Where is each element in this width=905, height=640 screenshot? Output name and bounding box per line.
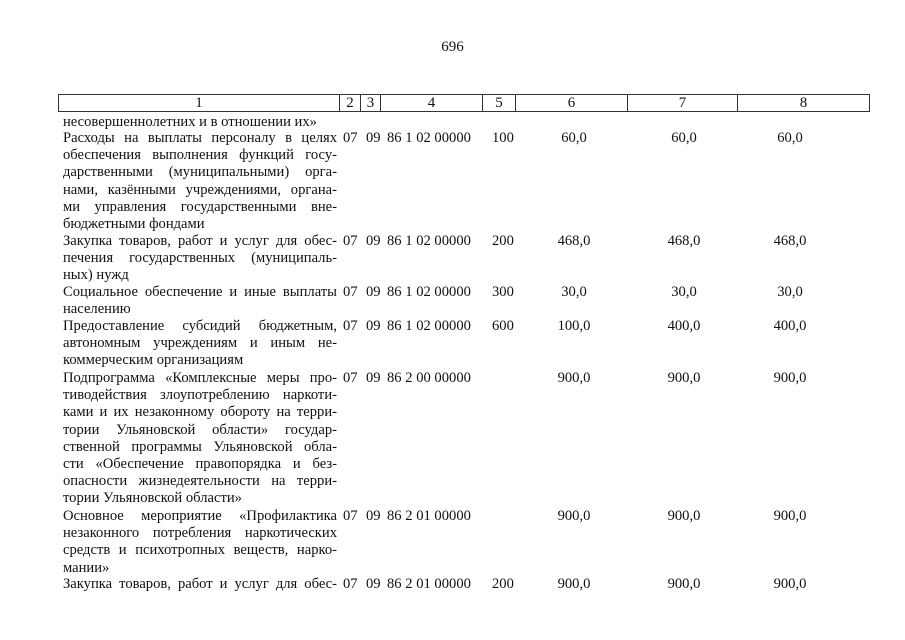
- row-name-line: ственной программы Ульяновской обла-: [63, 438, 337, 455]
- row-name-line: средств и психотропных веществ, нарко-: [63, 542, 337, 559]
- amount-col-6: 60,0: [561, 130, 587, 146]
- expense-type-code: 200: [492, 576, 514, 592]
- row-name-line: ками и их незаконному обороту на терри-: [63, 404, 337, 421]
- amount-col-6: 900,0: [557, 370, 591, 386]
- continuation-text: несовершеннолетних и в отношении их»: [63, 114, 317, 130]
- section-code: 07: [343, 318, 358, 334]
- subsection-code: 09: [366, 130, 381, 146]
- amount-col-6: 30,0: [561, 284, 587, 300]
- row-name-line: ных) нужд: [63, 267, 129, 284]
- row-name-line: тории Ульяновской области»: [63, 490, 242, 507]
- row-name-line: Закупка товаров, работ и услуг для обес-: [63, 576, 337, 592]
- amount-col-7: 900,0: [667, 576, 701, 592]
- amount-col-8: 900,0: [773, 508, 807, 524]
- section-code: 07: [343, 284, 358, 300]
- row-name-line: ми управления государственными вне-: [63, 198, 337, 215]
- subsection-code: 09: [366, 576, 381, 592]
- expense-type-code: 600: [492, 318, 514, 334]
- amount-col-7: 60,0: [671, 130, 697, 146]
- amount-col-8: 900,0: [773, 370, 807, 386]
- page-number: 696: [441, 39, 464, 55]
- subsection-code: 09: [366, 508, 381, 524]
- amount-col-7: 468,0: [667, 233, 701, 249]
- row-name-line: дарственными (муниципальными) орга-: [63, 164, 337, 181]
- amount-col-7: 900,0: [667, 508, 701, 524]
- header-col-8: 8: [799, 95, 808, 111]
- row-name-line: Закупка товаров, работ и услуг для обес-: [63, 233, 337, 249]
- target-article-code: 86 1 02 00000: [387, 130, 471, 146]
- amount-col-8: 900,0: [773, 576, 807, 592]
- row-name-line: нами, казёнными учреждениями, органа-: [63, 181, 337, 198]
- amount-col-7: 900,0: [667, 370, 701, 386]
- target-article-code: 86 1 02 00000: [387, 284, 471, 300]
- target-article-code: 86 2 01 00000: [387, 576, 471, 592]
- subsection-code: 09: [366, 370, 381, 386]
- amount-col-7: 30,0: [671, 284, 697, 300]
- row-name-line: бюджетными фондами: [63, 216, 205, 232]
- subsection-code: 09: [366, 233, 381, 249]
- amount-col-7: 400,0: [667, 318, 701, 334]
- header-col-1: 1: [59, 95, 340, 111]
- row-name-line: коммерческим организациям: [63, 352, 244, 369]
- amount-col-6: 468,0: [557, 233, 591, 249]
- row-name-line: опасности жизнедеятельности на терри-: [63, 473, 337, 490]
- expense-type-code: 300: [492, 284, 514, 300]
- row-name-line: печения государственных (муниципаль-: [63, 250, 337, 267]
- header-col-4: 4: [381, 95, 483, 111]
- row-name-line: населению: [63, 301, 131, 318]
- amount-col-8: 30,0: [777, 284, 803, 300]
- amount-col-6: 900,0: [557, 508, 591, 524]
- subsection-code: 09: [366, 284, 381, 300]
- row-name-line: незаконного потребления наркотических: [63, 525, 337, 542]
- table-header: [58, 94, 870, 112]
- section-code: 07: [343, 576, 358, 592]
- section-code: 07: [343, 130, 358, 146]
- section-code: 07: [343, 370, 358, 386]
- amount-col-6: 900,0: [557, 576, 591, 592]
- amount-col-8: 60,0: [777, 130, 803, 146]
- section-code: 07: [343, 233, 358, 249]
- row-name-line: Предоставление субсидий бюджетным,: [63, 318, 337, 334]
- header-col-6: 6: [516, 95, 628, 111]
- row-name-line: мании»: [63, 559, 110, 576]
- target-article-code: 86 1 02 00000: [387, 233, 471, 249]
- row-name-line: Социальное обеспечение и иные выплаты: [63, 284, 337, 300]
- section-code: 07: [343, 508, 358, 524]
- amount-col-6: 100,0: [557, 318, 591, 334]
- target-article-code: 86 2 00 00000: [387, 370, 471, 386]
- row-name-line: тиводействия злоупотреблению наркоти-: [63, 387, 337, 404]
- subsection-code: 09: [366, 318, 381, 334]
- row-name-line: обеспечения выполнения функций госу-: [63, 147, 337, 164]
- row-name-line: Расходы на выплаты персоналу в целях: [63, 130, 337, 146]
- amount-col-8: 468,0: [773, 233, 807, 249]
- expense-type-code: 100: [492, 130, 514, 146]
- row-name-line: сти «Обеспечение правопорядка и без-: [63, 456, 337, 472]
- row-name-line: тории Ульяновской области» государ-: [63, 421, 337, 438]
- row-name-line: Основное мероприятие «Профилактика: [63, 508, 337, 524]
- expense-type-code: 200: [492, 233, 514, 249]
- amount-col-8: 400,0: [773, 318, 807, 334]
- row-name-line: автономным учреждениям и иным не-: [63, 335, 337, 352]
- target-article-code: 86 2 01 00000: [387, 508, 471, 524]
- header-col-7: 7: [628, 95, 738, 111]
- header-col-2: 2: [340, 95, 361, 111]
- target-article-code: 86 1 02 00000: [387, 318, 471, 334]
- header-col-3: 3: [361, 95, 381, 111]
- header-col-5: 5: [483, 95, 516, 111]
- row-name-line: Подпрограмма «Комплексные меры про-: [63, 370, 337, 386]
